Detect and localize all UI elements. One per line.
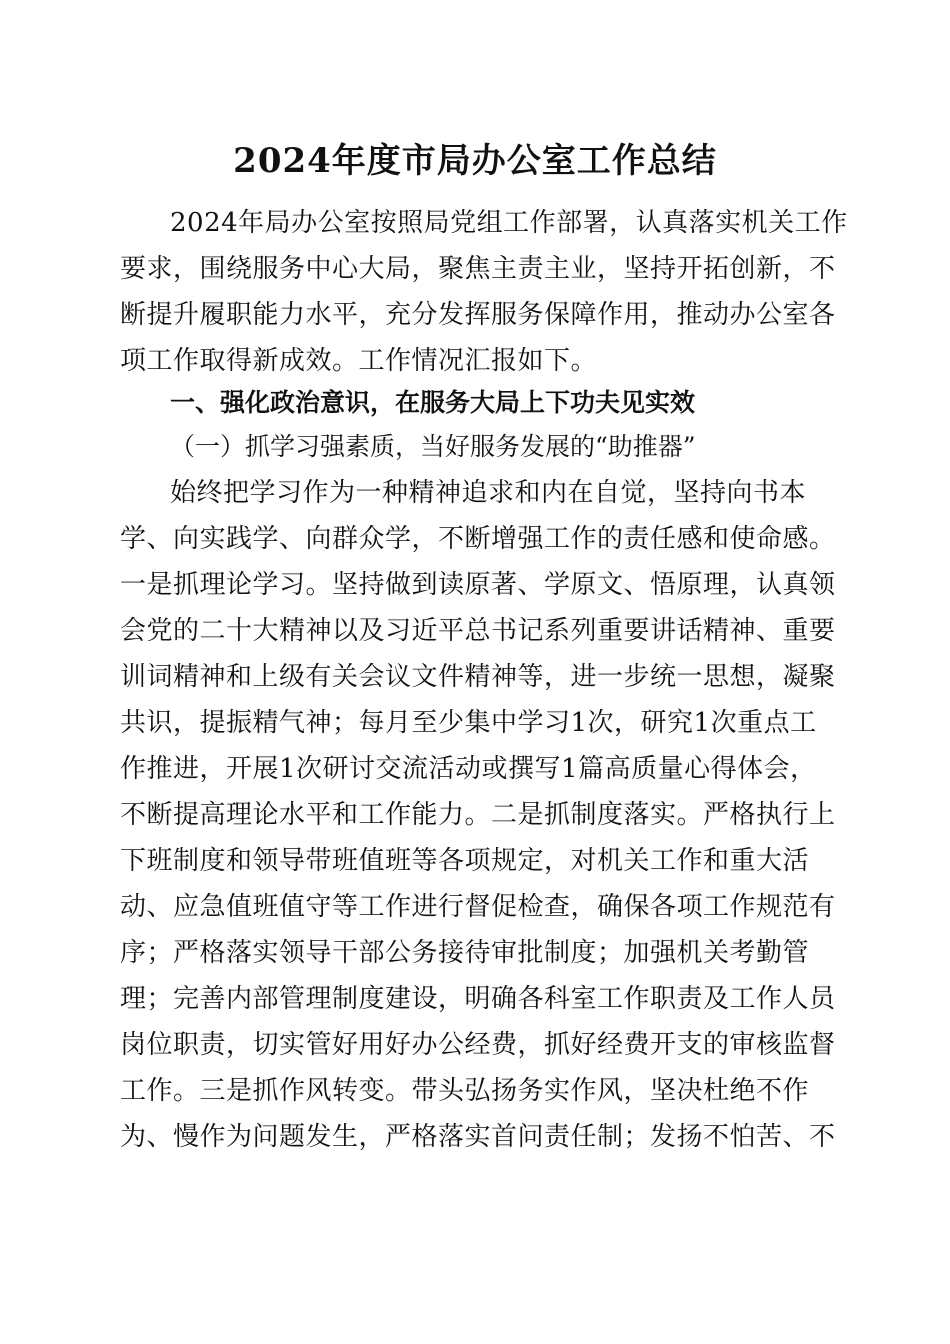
paragraph-line: 一是抓理论学习。坚持做到读原著、学原文、悟原理，认真领 <box>120 570 836 600</box>
paragraph-line: 会党的二十大精神以及习近平总书记系列重要讲话精神、重要 <box>120 616 836 646</box>
paragraph-line: 要求，围绕服务中心大局，聚焦主责主业，坚持开拓创新，不 <box>120 254 836 284</box>
paragraph-line: 断提升履职能力水平，充分发挥服务保障作用，推动办公室各 <box>120 300 836 330</box>
paragraph-line: 工作。三是抓作风转变。带头弘扬务实作风，坚决杜绝不作 <box>120 1076 810 1106</box>
paragraph-line: 下班制度和领导带班值班等各项规定，对机关工作和重大活 <box>120 846 810 876</box>
paragraph-line: 共识，提振精气神；每月至少集中学习1次，研究1次重点工 <box>120 708 817 738</box>
paragraph-line: 序；严格落实领导干部公务接待审批制度；加强机关考勤管 <box>120 938 810 968</box>
paragraph-line: 学、向实践学、向群众学，不断增强工作的责任感和使命感。 <box>120 524 836 554</box>
paragraph-line: 不断提高理论水平和工作能力。二是抓制度落实。严格执行上 <box>120 800 836 830</box>
paragraph-line: 岗位职责，切实管好用好办公经费，抓好经费开支的审核监督 <box>120 1030 836 1060</box>
intro-paragraph <box>120 200 848 384</box>
paragraph-line: 训词精神和上级有关会议文件精神等，进一步统一思想，凝聚 <box>120 662 836 692</box>
paragraph-line: 作推进，开展1次研讨交流活动或撰写1篇高质量心得体会， <box>120 754 817 784</box>
document-title: 2024年度市局办公室工作总结 <box>233 141 717 181</box>
paragraph-line: 动、应急值班值守等工作进行督促检查，确保各项工作规范有 <box>120 892 836 922</box>
paragraph-line: 为、慢作为问题发生，严格落实首问责任制；发扬不怕苦、不 <box>120 1122 836 1152</box>
subsection-heading: （一）抓学习强素质，当好服务发展的“助推器” <box>170 432 696 461</box>
body-paragraph <box>120 470 836 1160</box>
paragraph-line: 项工作取得新成效。工作情况汇报如下。 <box>120 346 598 376</box>
paragraph-line: 理；完善内部管理制度建设，明确各科室工作职责及工作人员 <box>120 984 836 1014</box>
paragraph-line: 始终把学习作为一种精神追求和内在自觉，坚持向书本 <box>170 478 807 508</box>
paragraph-line: 2024年局办公室按照局党组工作部署，认真落实机关工作 <box>170 208 848 238</box>
section-heading: 一、强化政治意识，在服务大局上下功夫见实效 <box>170 388 696 417</box>
